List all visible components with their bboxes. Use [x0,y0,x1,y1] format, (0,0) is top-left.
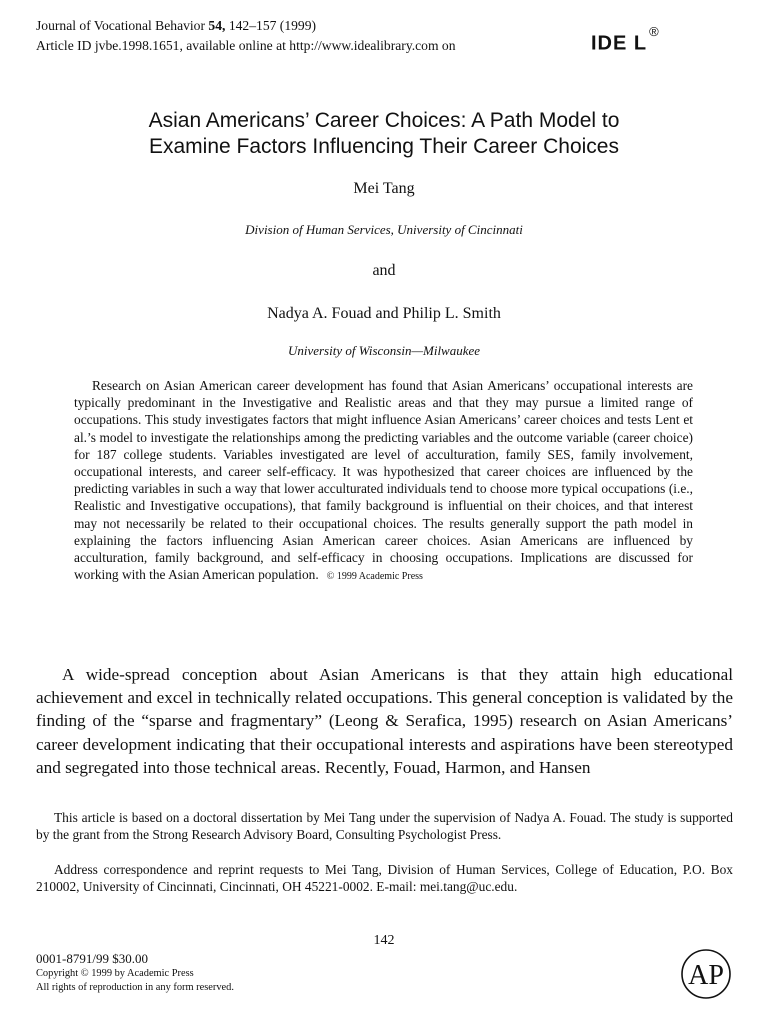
abstract-copyright: © 1999 Academic Press [326,571,423,583]
footnote-2: Address correspondence and reprint requests to Mei Tang, Division of Human Services, College of Education, P.O. Box 210002, University of Cincinnati, Cincinnati, OH 45221-0002. E-mail: mei.tang@uc.edu. [36,862,733,895]
journal-name: Journal of Vocational Behavior [36,18,206,33]
imprint-copyright: Copyright © 1999 by Academic Press [36,968,194,979]
footnote-1: This article is based on a doctoral dissertation by Mei Tang under the supervision of Nadya A. Fouad. The study is supported by the grant from the Strong Research Advisory Board, Consulting Psychologist Press. [36,810,733,843]
article-id-line: Article ID jvbe.1998.1651, available online at http://www.idealibrary.com on [36,38,456,53]
ideal-logo-text: IDE L [591,32,648,55]
abstract-text: Research on Asian American career development has found that Asian Americans’ occupational interests are typically predominant in the Investigative and Realistic areas and that they may pursue a limited range of occupations. This study investigates factors that might influence Asian Americans’ career choices and tests Lent et al.’s model to investigate the relationships among the predicting variables and the outcome variable (career choice) for 187 college students. Variables investigated are level of acculturation, family SES, family involvement, occupational interests, and career self-efficacy. It was hypothesized that career choices are influenced by the predicting variables in such a way that lower acculturated individuals tend to choose more typical occupations (i.e., Realistic and Investigative occupations), that family background is influential on their choices, and that interest may not necessarily be related to their occupational choices. The results generally support the path model in explaining the factors influencing Asian American career choices. Asian Americans are influenced by acculturation, family background, and self-efficacy in choosing occupations. Implications are discussed for working with the Asian American population. [74,378,693,583]
publisher-logo-text: AP [688,960,724,991]
conjunction-and: and [372,262,396,279]
ideal-logo [591,24,660,56]
imprint [36,951,234,995]
registered-mark: ® [649,24,660,39]
affiliation-2: University of Wisconsin—Milwaukee [287,343,481,358]
academic-press-logo-icon [680,948,732,1000]
page-number: 142 [373,933,395,948]
journal-pages-year: 142–157 (1999) [228,18,317,33]
author-1: Mei Tang [353,180,415,197]
affiliation-1: Division of Human Services, University of Cincinnati [245,222,523,237]
title-line-2: Examine Factors Influencing Their Career Choices [149,135,619,158]
authors-2: Nadya A. Fouad and Philip L. Smith [267,305,501,322]
title-line-1: Asian Americans’ Career Choices: A Path Model to [148,109,620,132]
body-paragraph: A wide-spread conception about Asian Americans is that they attain high educational achievement and excel in technically related occupations. This general conception is validated by the finding of the “sparse and fragmentary” (Leong & Serafica, 1995) research on Asian Americans’ career development indicating that their occupational interests and aspirations have been stereotyped and segregated into those technical areas. Recently, Fouad, Harmon, and Hansen [36,665,733,777]
imprint-rights: All rights of reproduction in any form reserved. [36,982,234,993]
article-title [40,108,728,160]
journal-volume: 54, [208,18,226,33]
abstract [74,377,693,585]
imprint-price: 0001-8791/99 $30.00 [36,951,148,966]
